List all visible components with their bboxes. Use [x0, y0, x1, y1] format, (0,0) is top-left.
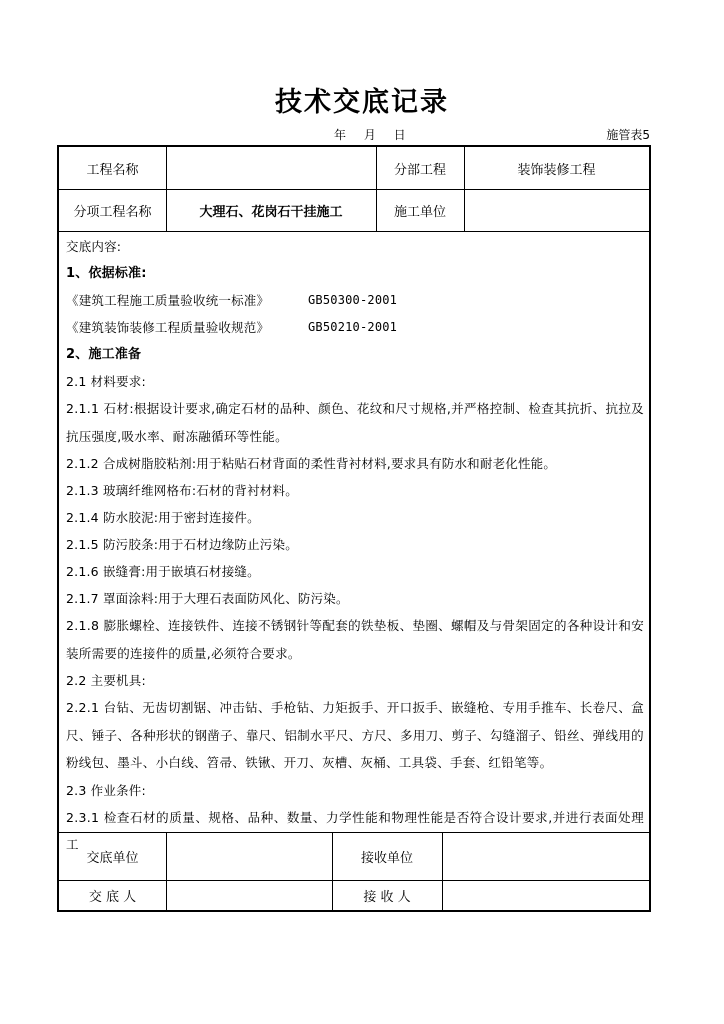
content-paragraph: 2.1.2 合成树脂胶粘剂:用于粘贴石材背面的柔性背衬材料,要求具有防水和耐老化性能。 [66, 456, 557, 471]
content-paragraph: 2.1.4 防水胶泥:用于密封连接件。 [66, 510, 260, 525]
content-paragraph: 2.1.3 玻璃纤维网格布:石材的背衬材料。 [66, 483, 298, 498]
subitem-value[interactable]: 大理石、花岗石干挂施工 [199, 204, 343, 220]
receiver-person-field[interactable] [442, 880, 649, 910]
section-heading: 2、施工准备 [66, 347, 142, 362]
record-table [57, 145, 651, 912]
page-title: 技术交底记录 [275, 87, 449, 118]
content-paragraph: 2.1.5 防污胶条:用于石材边缘防止污染。 [66, 537, 298, 552]
standard-name: 《建筑工程施工质量验收统一标准》 [66, 293, 270, 308]
standard-item [66, 287, 644, 314]
receiver-unit-label: 接收单位 [360, 850, 413, 866]
subsection-heading: 2.1 材料要求: [66, 374, 146, 389]
receiver-person-label: 接 收 人 [363, 889, 411, 905]
content-intro: 交底内容: [66, 239, 122, 254]
meta-row [0, 126, 724, 144]
issuer-unit-field[interactable] [166, 832, 332, 880]
content-paragraph: 2.2.1 台钻、无齿切割锯、冲击钻、手枪钻、力矩扳手、开口扳手、嵌缝枪、专用手推车、长卷尺、盒尺、锤子、各种形状的钢凿子、靠尺、铝制水平尺、方尺、多用刀、剪子、勾缝溜子、铅丝、弹线用的粉线包、墨斗、小白线、笤帚、铁锹、开刀、灰槽、灰桶、工具袋、手套、红铅笔等。 [66, 700, 644, 770]
section-heading: 1、依据标准: [66, 266, 147, 281]
content-paragraph: 2.1.6 嵌缝膏:用于嵌填石材接缝。 [66, 564, 260, 579]
form-code: 施管表5 [606, 128, 650, 142]
issuer-unit-label: 交底单位 [86, 850, 139, 866]
subsection-heading: 2.2 主要机具: [66, 673, 146, 688]
division-label: 分部工程 [393, 162, 446, 178]
standard-code: GB50210-2001 [308, 320, 398, 334]
standard-code: GB50300-2001 [308, 293, 398, 307]
disclosure-content [66, 233, 644, 859]
issuer-person-label: 交 底 人 [88, 889, 137, 905]
project-name-field[interactable] [166, 147, 376, 189]
issuer-person-field[interactable] [166, 880, 332, 910]
content-paragraph: 2.1.1 石材:根据设计要求,确定石材的品种、颜色、花纹和尺寸规格,并严格控制、检查其抗折、抗拉及抗压强度,吸水率、耐冻融循环等性能。 [66, 401, 644, 444]
standard-name: 《建筑装饰装修工程质量验收规范》 [66, 320, 270, 335]
subsection-heading: 2.3 作业条件: [66, 782, 146, 798]
contractor-field[interactable] [464, 189, 649, 231]
content-paragraph: 2.3.1 检查石材的质量、规格、品种、数量、力学性能和物理性能是否符合设计要求,并进行表面处理工 [66, 809, 644, 852]
row-divider [59, 231, 649, 232]
content-paragraph: 2.1.7 罩面涂料:用于大理石表面防风化、防污染。 [66, 591, 349, 606]
standard-item [66, 314, 644, 341]
project-name-label: 工程名称 [86, 162, 139, 178]
division-value[interactable]: 装饰装修工程 [517, 162, 596, 178]
receiver-unit-field[interactable] [442, 832, 649, 880]
date-label: 年 月 日 [334, 128, 410, 142]
contractor-label: 施工单位 [393, 204, 446, 220]
subitem-label: 分项工程名称 [73, 204, 152, 220]
content-paragraph: 2.1.8 膨胀螺栓、连接铁件、连接不锈钢针等配套的铁垫板、垫圈、螺帽及与骨架固定的各种设计和安装所需要的连接件的质量,必须符合要求。 [66, 618, 644, 661]
